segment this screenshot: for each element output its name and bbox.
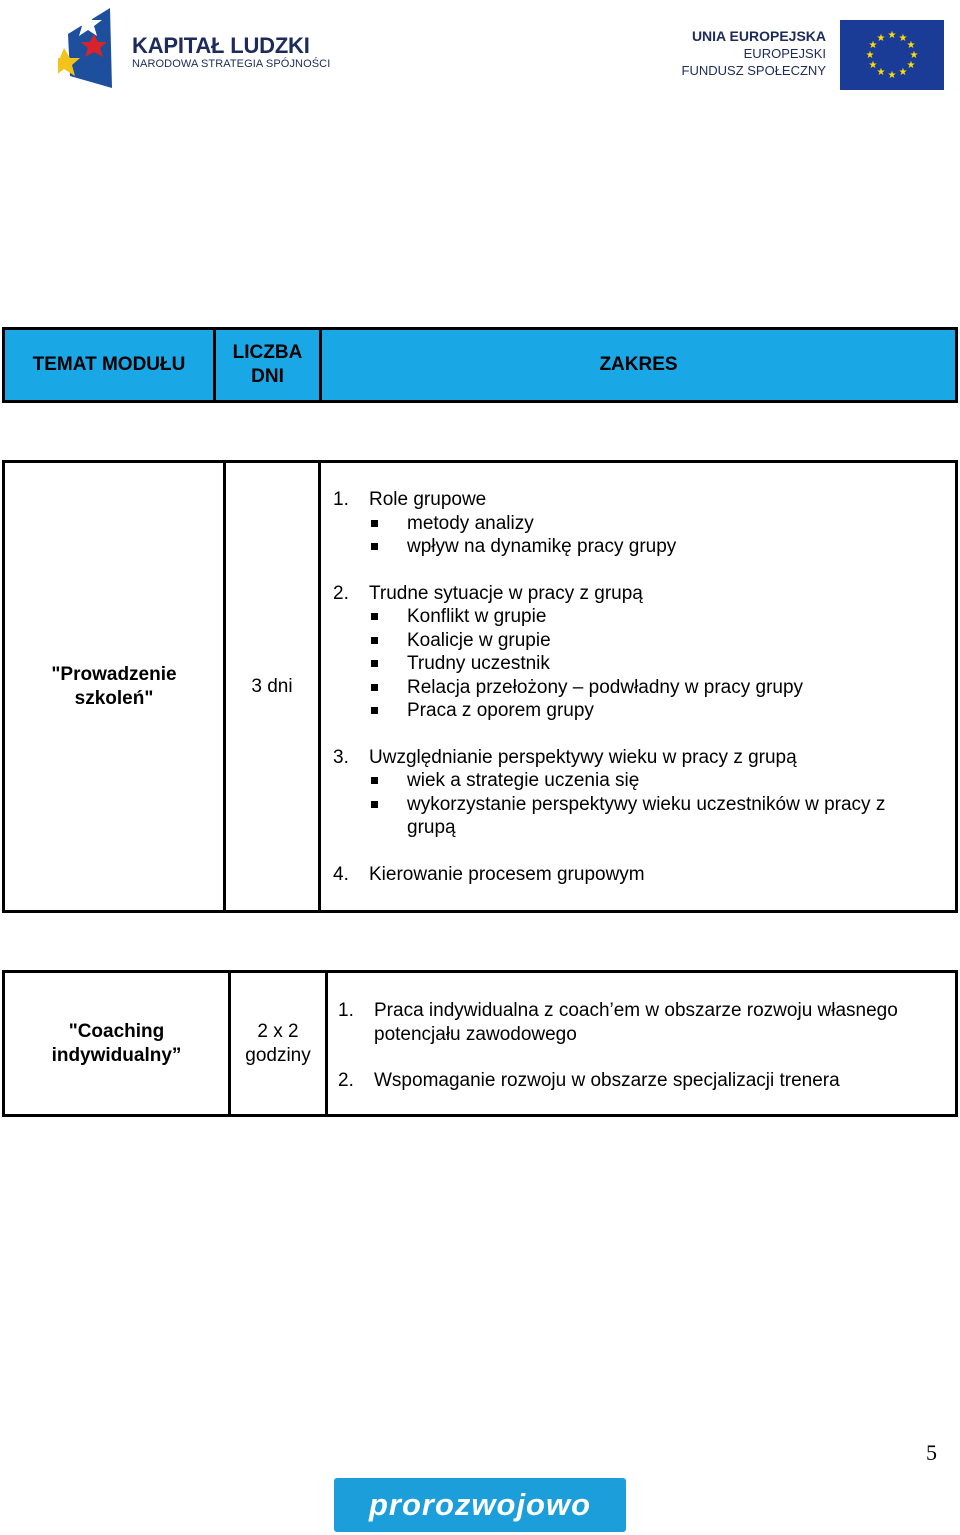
- header-days: LICZBA DNI: [215, 329, 321, 402]
- topic-item: 2. Wspomaganie rozwoju w obszarze specjalizacji trenera: [338, 1069, 939, 1093]
- module-days: 3 dni: [225, 462, 320, 912]
- topic-title: Trudne sytuacje w pracy z grupą: [369, 582, 643, 604]
- header-scope: ZAKRES: [321, 329, 957, 402]
- bullet-icon: [371, 660, 378, 667]
- topic-title: Uwzględnianie perspektywy wieku w pracy z grupą: [369, 746, 797, 768]
- bullet-icon: [371, 543, 378, 550]
- svg-text:★: ★: [898, 67, 908, 78]
- header-topic: TEMAT MODUŁU: [4, 329, 215, 402]
- prorozwojowo-logo: [334, 1478, 626, 1532]
- svg-text:★: ★: [868, 40, 878, 51]
- subtopic-item: wiek a strategie uczenia się: [371, 769, 935, 793]
- module-scope: [327, 972, 957, 1116]
- subtopic-item: Koalicje w grupie: [371, 629, 935, 653]
- kapital-ludzki-subtitle: NARODOWA STRATEGIA SPÓJNOŚCI: [132, 58, 331, 70]
- module-row-prowadzenie: [2, 460, 958, 913]
- topic-title: Kierowanie procesem grupowym: [369, 863, 645, 885]
- svg-text:★: ★: [887, 30, 897, 41]
- kapital-ludzki-logo: [58, 4, 331, 90]
- eu-logo-line2: EUROPEJSKI: [743, 46, 826, 61]
- kapital-ludzki-emblem-icon: [58, 4, 120, 90]
- subtopic-item: wykorzystanie perspektywy wieku uczestników w pracy z grupą: [371, 793, 935, 840]
- subtopic-item: Trudny uczestnik: [371, 652, 935, 676]
- bullet-icon: [371, 637, 378, 644]
- topic-title: Praca indywidualna z coach’em w obszarze rozwoju własnego potencjału zawodowego: [374, 1000, 898, 1045]
- bullet-icon: [371, 613, 378, 620]
- bullet-icon: [371, 684, 378, 691]
- kapital-ludzki-title: KAPITAŁ LUDZKI: [132, 33, 310, 58]
- topic-item: 2. Trudne sytuacje w pracy z grupą Konflikt w grupie Koalicje w grupie Trudny uczestnik Relacja przełożony – podwładny w pracy grupy Praca z oporem grupy: [333, 582, 935, 723]
- svg-text:★: ★: [906, 60, 916, 71]
- svg-text:★: ★: [865, 50, 875, 61]
- module-row-coaching: [2, 970, 958, 1117]
- module-scope: [320, 462, 957, 912]
- svg-text:★: ★: [887, 70, 897, 81]
- eu-flag-icon: [840, 20, 944, 90]
- eu-logo-line1: UNIA EUROPEJSKA: [691, 28, 826, 44]
- subtopic-item: Relacja przełożony – podwładny w pracy grupy: [371, 676, 935, 700]
- svg-text:★: ★: [868, 60, 878, 71]
- subtopic-item: wpływ na dynamikę pracy grupy: [371, 535, 935, 559]
- page-number: 5: [926, 1440, 937, 1465]
- subtopic-item: Konflikt w grupie: [371, 605, 935, 629]
- svg-text:★: ★: [906, 40, 916, 51]
- module-name: "Prowadzenie szkoleń": [4, 462, 225, 912]
- subtopic-item: Praca z oporem grupy: [371, 699, 935, 723]
- svg-text:★: ★: [898, 33, 908, 44]
- bullet-icon: [371, 520, 378, 527]
- module-name: "Coaching indywidualny”: [4, 972, 230, 1116]
- module-table-header: [2, 327, 958, 403]
- bullet-icon: [371, 777, 378, 784]
- bullet-icon: [371, 707, 378, 714]
- svg-text:★: ★: [876, 33, 886, 44]
- topic-item: 3. Uwzględnianie perspektywy wieku w pracy z grupą wiek a strategie uczenia się wykorzystanie perspektywy wieku uczestników w pracy z grupą: [333, 746, 935, 840]
- bullet-icon: [371, 801, 378, 808]
- subtopic-item: metody analizy: [371, 512, 935, 536]
- topic-title: Wspomaganie rozwoju w obszarze specjalizacji trenera: [374, 1070, 840, 1091]
- topic-item: 1. Role grupowe metody analizy wpływ na dynamikę pracy grupy: [333, 488, 935, 559]
- eu-logo: [681, 18, 944, 90]
- eu-logo-line3: FUNDUSZ SPOŁECZNY: [681, 63, 826, 78]
- topic-item: 4. Kierowanie procesem grupowym: [333, 863, 935, 887]
- svg-text:★: ★: [876, 67, 886, 78]
- topic-item: 1. Praca indywidualna z coach’em w obszarze rozwoju własnego potencjału zawodowego: [338, 999, 939, 1046]
- svg-text:★: ★: [909, 50, 919, 61]
- topic-title: Role grupowe: [369, 489, 487, 510]
- footer-logo-text: prorozwojowo: [368, 1487, 592, 1522]
- module-days: 2 x 2 godziny: [230, 972, 327, 1116]
